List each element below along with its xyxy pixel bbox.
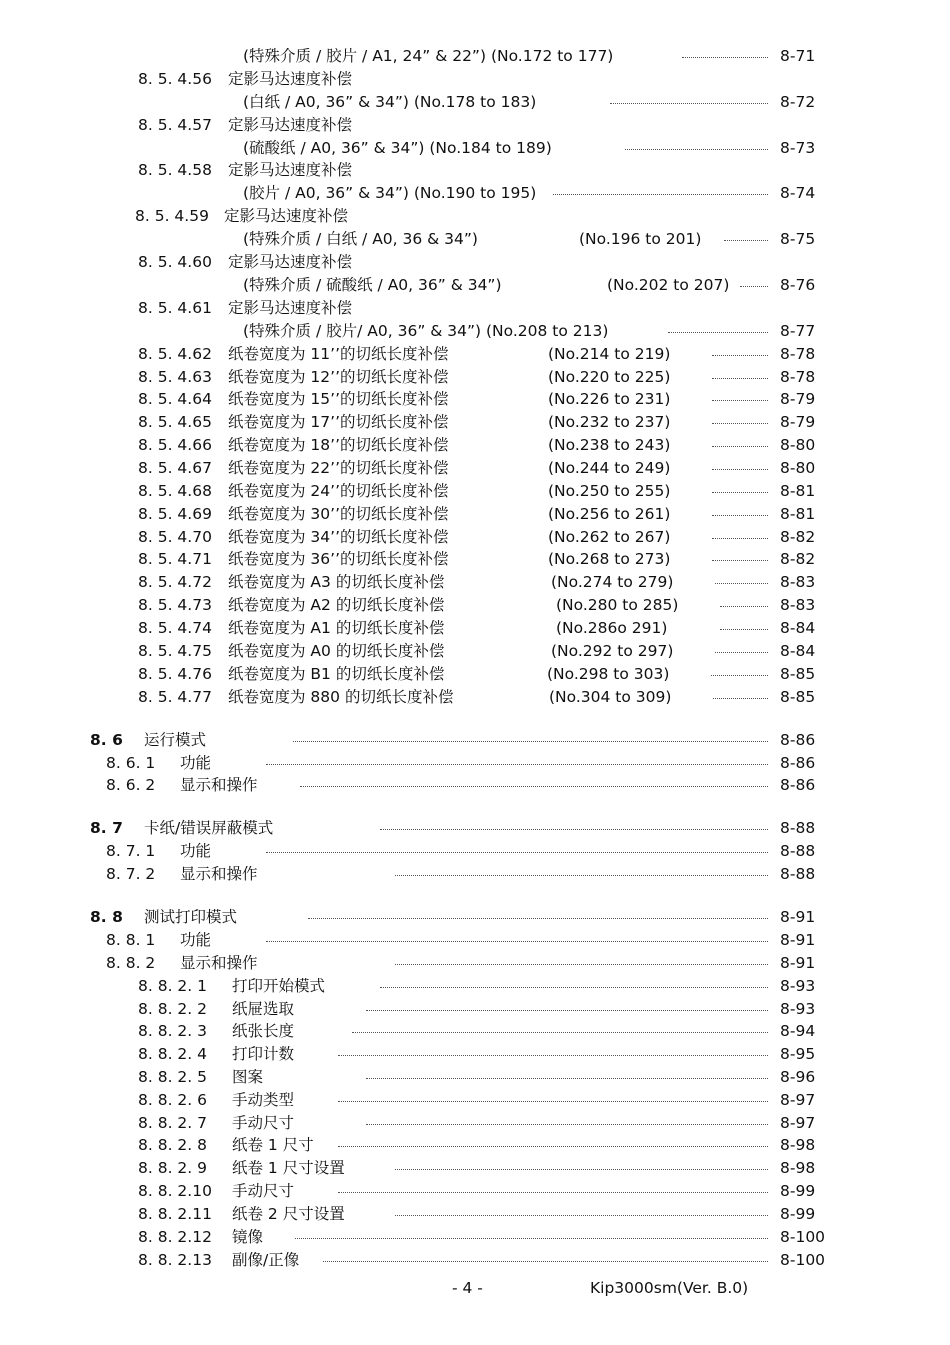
toc-entry-reference: (No.226 to 231): [548, 390, 671, 408]
dot-leader: [720, 629, 768, 630]
dot-leader: [395, 1215, 768, 1216]
toc-entry-number: 8. 5. 4.73: [138, 596, 212, 614]
toc-entry-title: 纸卷宽度为 34’’的切纸长度补偿: [228, 528, 449, 546]
toc-entry-number: 8. 5. 4.58: [138, 161, 212, 179]
toc-entry-page: 8-94: [780, 1022, 816, 1040]
toc-entry-page: 8-91: [780, 908, 816, 926]
toc-entry-title: (特殊介质 / 胶片/ A0, 36” & 34”) (No.208 to 213): [243, 322, 609, 340]
dot-leader: [715, 652, 768, 653]
toc-entry-title: 显示和操作: [180, 954, 258, 972]
toc-entry-number: 8. 5. 4.68: [138, 482, 212, 500]
dot-leader: [266, 764, 768, 765]
toc-entry-number: 8. 8. 2. 4: [138, 1045, 208, 1063]
toc-entry-page: 8-76: [780, 276, 816, 294]
dot-leader: [338, 1146, 768, 1147]
toc-entry-number: 8. 5. 4.72: [138, 573, 212, 591]
toc-entry-title: 纸卷宽度为 A2 的切纸长度补偿: [228, 596, 445, 614]
toc-entry-number: 8. 8. 2.10: [138, 1182, 212, 1200]
dot-leader: [380, 829, 768, 830]
toc-entry-number: 8. 5. 4.62: [138, 345, 212, 363]
toc-entry-title: (胶片 / A0, 36” & 34”) (No.190 to 195): [243, 184, 537, 202]
toc-entry-reference: (No.280 to 285): [556, 596, 679, 614]
toc-entry-page: 8-72: [780, 93, 816, 111]
toc-entry-page: 8-79: [780, 413, 816, 431]
dot-leader: [266, 852, 768, 853]
toc-entry-title: 纸卷宽度为 A3 的切纸长度补偿: [228, 573, 445, 591]
dot-leader: [380, 987, 768, 988]
toc-entry-reference: (No.196 to 201): [579, 230, 702, 248]
toc-entry-number: 8. 5. 4.71: [138, 550, 212, 568]
toc-entry-page: 8-84: [780, 642, 816, 660]
toc-entry-title: 纸卷宽度为 30’’的切纸长度补偿: [228, 505, 449, 523]
document-version: Kip3000sm(Ver. B.0): [590, 1279, 749, 1297]
toc-entry-page: 8-93: [780, 1000, 816, 1018]
toc-entry-page: 8-71: [780, 47, 816, 65]
toc-entry-reference: (No.220 to 225): [548, 368, 671, 386]
toc-entry-page: 8-88: [780, 842, 816, 860]
dot-leader: [323, 1261, 768, 1262]
toc-entry-number: 8. 8. 2. 3: [138, 1022, 208, 1040]
toc-entry-title: 定影马达速度补偿: [228, 299, 353, 317]
dot-leader: [712, 515, 768, 516]
toc-entry-page: 8-91: [780, 954, 816, 972]
dot-leader: [712, 538, 768, 539]
toc-entry-page: 8-96: [780, 1068, 816, 1086]
toc-entry-number: 8. 8. 2. 2: [138, 1000, 208, 1018]
toc-entry-title: 纸卷宽度为 24’’的切纸长度补偿: [228, 482, 449, 500]
toc-entry-title: 纸卷宽度为 22’’的切纸长度补偿: [228, 459, 449, 477]
dot-leader: [712, 400, 768, 401]
toc-entry-title: 卡纸/错误屏蔽模式: [144, 819, 274, 837]
dot-leader: [366, 1010, 768, 1011]
toc-entry-page: 8-78: [780, 368, 816, 386]
toc-entry-reference: (No.304 to 309): [549, 688, 672, 706]
toc-entry-number: 8. 8. 2. 9: [138, 1159, 208, 1177]
dot-leader: [712, 446, 768, 447]
toc-entry-reference: (No.244 to 249): [548, 459, 671, 477]
toc-entry-reference: (No.268 to 273): [548, 550, 671, 568]
toc-entry-number: 8. 5. 4.70: [138, 528, 212, 546]
toc-entry-number: 8. 5. 4.69: [138, 505, 212, 523]
toc-entry-title: 打印计数: [232, 1045, 295, 1063]
dot-leader: [712, 378, 768, 379]
dot-leader: [395, 964, 768, 965]
dot-leader: [682, 57, 768, 58]
dot-leader: [712, 492, 768, 493]
dot-leader: [266, 941, 768, 942]
toc-entry-number: 8. 5. 4.77: [138, 688, 212, 706]
toc-entry-number: 8. 6: [90, 731, 123, 749]
toc-entry-title: 纸卷宽度为 17’’的切纸长度补偿: [228, 413, 449, 431]
dot-leader: [712, 423, 768, 424]
toc-entry-number: 8. 8. 2.13: [138, 1251, 212, 1269]
dot-leader: [712, 469, 768, 470]
toc-entry-number: 8. 6. 1: [106, 754, 156, 772]
toc-entry-title: 纸卷 1 尺寸: [232, 1136, 314, 1154]
toc-entry-number: 8. 5. 4.57: [138, 116, 212, 134]
toc-entry-title: 定影马达速度补偿: [228, 253, 353, 271]
dot-leader: [625, 149, 768, 150]
toc-entry-page: 8-88: [780, 819, 816, 837]
toc-entry-reference: (No.298 to 303): [547, 665, 670, 683]
toc-entry-title: 纸卷宽度为 880 的切纸长度补偿: [228, 688, 454, 706]
dot-leader: [740, 286, 768, 287]
toc-entry-title: 纸卷宽度为 B1 的切纸长度补偿: [228, 665, 445, 683]
toc-entry-reference: (No.232 to 237): [548, 413, 671, 431]
toc-entry-number: 8. 8. 2.12: [138, 1228, 212, 1246]
toc-entry-title: 显示和操作: [180, 776, 258, 794]
toc-entry-number: 8. 8. 2. 7: [138, 1114, 208, 1132]
toc-entry-reference: (No.214 to 219): [548, 345, 671, 363]
dot-leader: [711, 675, 768, 676]
toc-entry-page: 8-81: [780, 505, 816, 523]
dot-leader: [712, 355, 768, 356]
toc-entry-title: 纸卷宽度为 18’’的切纸长度补偿: [228, 436, 449, 454]
toc-entry-number: 8. 8. 2. 5: [138, 1068, 208, 1086]
toc-entry-number: 8. 5. 4.76: [138, 665, 212, 683]
toc-entry-title: 功能: [180, 754, 212, 772]
toc-entry-reference: (No.256 to 261): [548, 505, 671, 523]
toc-entry-number: 8. 6. 2: [106, 776, 156, 794]
toc-entry-page: 8-85: [780, 665, 816, 683]
toc-entry-title: 手动尺寸: [232, 1182, 295, 1200]
toc-entry-number: 8. 5. 4.59: [135, 207, 209, 225]
toc-entry-number: 8. 5. 4.61: [138, 299, 212, 317]
toc-entry-page: 8-82: [780, 550, 816, 568]
toc-entry-title: 纸卷宽度为 12’’的切纸长度补偿: [228, 368, 449, 386]
toc-entry-title: 显示和操作: [180, 865, 258, 883]
dot-leader: [553, 194, 768, 195]
toc-entry-page: 8-79: [780, 390, 816, 408]
toc-entry-number: 8. 5. 4.75: [138, 642, 212, 660]
dot-leader: [352, 1032, 768, 1033]
toc-entry-page: 8-100: [780, 1251, 826, 1269]
toc-entry-reference: (No.274 to 279): [551, 573, 674, 591]
dot-leader: [300, 786, 768, 787]
toc-entry-reference: (No.286o 291): [556, 619, 668, 637]
toc-entry-page: 8-86: [780, 776, 816, 794]
toc-entry-number: 8. 5. 4.65: [138, 413, 212, 431]
toc-entry-title: 镜像: [232, 1228, 264, 1246]
toc-entry-number: 8. 8. 2. 6: [138, 1091, 208, 1109]
toc-entry-page: 8-78: [780, 345, 816, 363]
toc-entry-title: 纸卷宽度为 A1 的切纸长度补偿: [228, 619, 445, 637]
toc-entry-title: 纸卷宽度为 36’’的切纸长度补偿: [228, 550, 449, 568]
toc-entry-page: 8-75: [780, 230, 816, 248]
toc-entry-page: 8-82: [780, 528, 816, 546]
toc-entry-number: 8. 5. 4.64: [138, 390, 212, 408]
toc-entry-title: 纸卷 2 尺寸设置: [232, 1205, 345, 1223]
toc-entry-page: 8-99: [780, 1205, 816, 1223]
toc-entry-page: 8-74: [780, 184, 816, 202]
dot-leader: [724, 240, 768, 241]
dot-leader: [308, 918, 768, 919]
toc-entry-reference: (No.202 to 207): [607, 276, 730, 294]
toc-entry-page: 8-84: [780, 619, 816, 637]
dot-leader: [713, 698, 768, 699]
toc-entry-title: (硫酸纸 / A0, 36” & 34”) (No.184 to 189): [243, 139, 552, 157]
dot-leader: [295, 1238, 768, 1239]
toc-entry-number: 8. 5. 4.63: [138, 368, 212, 386]
dot-leader: [712, 560, 768, 561]
toc-entry-page: 8-97: [780, 1091, 816, 1109]
toc-entry-page: 8-86: [780, 754, 816, 772]
toc-entry-title: 纸张长度: [232, 1022, 295, 1040]
toc-entry-page: 8-73: [780, 139, 816, 157]
toc-entry-page: 8-98: [780, 1159, 816, 1177]
toc-entry-title: 手动类型: [232, 1091, 295, 1109]
toc-entry-page: 8-91: [780, 931, 816, 949]
toc-entry-number: 8. 8. 2: [106, 954, 156, 972]
toc-entry-title: 功能: [180, 931, 212, 949]
dot-leader: [366, 1124, 768, 1125]
toc-entry-reference: (No.292 to 297): [551, 642, 674, 660]
toc-entry-page: 8-97: [780, 1114, 816, 1132]
toc-entry-page: 8-98: [780, 1136, 816, 1154]
dot-leader: [366, 1078, 768, 1079]
toc-entry-reference: (No.238 to 243): [548, 436, 671, 454]
toc-entry-page: 8-83: [780, 596, 816, 614]
toc-entry-page: 8-80: [780, 459, 816, 477]
toc-entry-title: (特殊介质 / 硫酸纸 / A0, 36” & 34”): [243, 276, 502, 294]
toc-entry-page: 8-99: [780, 1182, 816, 1200]
toc-entry-title: 纸卷宽度为 A0 的切纸长度补偿: [228, 642, 445, 660]
toc-entry-number: 8. 8. 2. 8: [138, 1136, 208, 1154]
toc-entry-title: 手动尺寸: [232, 1114, 295, 1132]
toc-entry-title: 运行模式: [144, 731, 207, 749]
toc-entry-title: 定影马达速度补偿: [228, 70, 353, 88]
toc-entry-number: 8. 7. 2: [106, 865, 156, 883]
toc-entry-title: 纸屉选取: [232, 1000, 295, 1018]
toc-entry-number: 8. 5. 4.74: [138, 619, 212, 637]
toc-entry-reference: (No.262 to 267): [548, 528, 671, 546]
toc-entry-title: 打印开始模式: [232, 977, 326, 995]
toc-entry-title: (白纸 / A0, 36” & 34”) (No.178 to 183): [243, 93, 537, 111]
toc-entry-number: 8. 8. 1: [106, 931, 156, 949]
toc-entry-page: 8-86: [780, 731, 816, 749]
toc-entry-title: 图案: [232, 1068, 264, 1086]
toc-entry-title: 定影马达速度补偿: [224, 207, 349, 225]
toc-entry-title: 功能: [180, 842, 212, 860]
toc-entry-title: 纸卷宽度为 11’’的切纸长度补偿: [228, 345, 449, 363]
toc-entry-title: (特殊介质 / 白纸 / A0, 36 & 34”): [243, 230, 478, 248]
toc-entry-title: 测试打印模式: [144, 908, 238, 926]
toc-entry-page: 8-93: [780, 977, 816, 995]
toc-entry-page: 8-100: [780, 1228, 826, 1246]
toc-entry-title: 副像/正像: [232, 1251, 300, 1269]
dot-leader: [668, 332, 768, 333]
toc-entry-title: 纸卷 1 尺寸设置: [232, 1159, 345, 1177]
dot-leader: [338, 1055, 768, 1056]
toc-entry-number: 8. 8. 2.11: [138, 1205, 212, 1223]
dot-leader: [720, 606, 768, 607]
toc-entry-number: 8. 8: [90, 908, 123, 926]
dot-leader: [610, 103, 768, 104]
toc-entry-page: 8-85: [780, 688, 816, 706]
dot-leader: [715, 583, 768, 584]
toc-entry-page: 8-88: [780, 865, 816, 883]
toc-entry-number: 8. 8. 2. 1: [138, 977, 208, 995]
toc-entry-title: 纸卷宽度为 15’’的切纸长度补偿: [228, 390, 449, 408]
toc-entry-number: 8. 7. 1: [106, 842, 156, 860]
toc-entry-page: 8-83: [780, 573, 816, 591]
toc-entry-page: 8-77: [780, 322, 816, 340]
page-number: - 4 -: [452, 1279, 483, 1297]
dot-leader: [338, 1101, 768, 1102]
toc-entry-page: 8-95: [780, 1045, 816, 1063]
dot-leader: [395, 1169, 768, 1170]
toc-entry-title: 定影马达速度补偿: [228, 116, 353, 134]
toc-entry-title: (特殊介质 / 胶片 / A1, 24” & 22”) (No.172 to 177): [243, 47, 614, 65]
toc-entry-title: 定影马达速度补偿: [228, 161, 353, 179]
dot-leader: [338, 1192, 768, 1193]
toc-entry-page: 8-81: [780, 482, 816, 500]
toc-entry-number: 8. 5. 4.67: [138, 459, 212, 477]
toc-entry-number: 8. 7: [90, 819, 123, 837]
dot-leader: [293, 741, 768, 742]
toc-entry-number: 8. 5. 4.60: [138, 253, 212, 271]
dot-leader: [395, 875, 768, 876]
toc-entry-reference: (No.250 to 255): [548, 482, 671, 500]
toc-entry-page: 8-80: [780, 436, 816, 454]
toc-entry-number: 8. 5. 4.56: [138, 70, 212, 88]
toc-entry-number: 8. 5. 4.66: [138, 436, 212, 454]
